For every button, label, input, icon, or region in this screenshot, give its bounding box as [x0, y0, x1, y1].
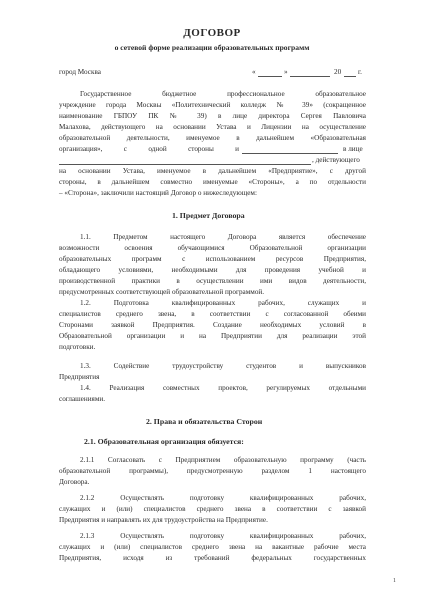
section-2-line: 2.1.1 Согласовать с Предприятием образовательную программу (часть: [80, 456, 366, 464]
preamble-line: Государственное бюджетное профессиональное образовательное: [80, 90, 366, 98]
date-year: 20: [334, 68, 342, 76]
section-2-line: служащих и (или) специалистов среднего звена в соответствии с заявкой: [59, 505, 366, 513]
date-open-quote: «: [252, 68, 256, 76]
section-1-line: Предприятия: [59, 373, 100, 381]
preamble-line: на основании Устава, именуемое в дальнейшем «Предприятие», с другой: [59, 167, 366, 175]
section-2-line: 2.1.3 Осуществлять подготовку квалифицированных рабочих,: [80, 532, 366, 540]
representative-blank: [59, 164, 311, 165]
section-2-heading: 2. Права и обязательства Сторон: [146, 417, 263, 426]
preamble-line: учреждение города Москвы «Политехнический колледж № 39» (сокращенное: [59, 101, 366, 109]
section-2-line: 2.1.2 Осуществлять подготовку квалифицированных рабочих,: [80, 494, 366, 502]
section-1-line: 1.4. Реализация совместных проектов, регулируемых отдельными: [80, 384, 366, 392]
preamble-line: , действующего: [312, 156, 360, 164]
preamble-line: Малахова, действующего на основании Устава и Лицензии на осуществление: [59, 123, 366, 131]
preamble-line: – «Сторона», заключили настоящий Договор о нижеследующем:: [59, 189, 257, 197]
document-title: ДОГОВОР: [183, 27, 241, 39]
date-year-blank: [344, 76, 356, 77]
date-month-blank: [290, 76, 330, 77]
section-1-line: специалистов среднего звена, в соответствии с согласованной обеими: [59, 310, 366, 318]
section-1-line: Образовательной организации и на Предприятии для реализации этой: [59, 332, 366, 340]
preamble-line: образовательной деятельности, именуемое в дальнейшем «Образовательная: [59, 134, 366, 142]
date-day-blank: [258, 76, 282, 77]
section-1-line: предусмотренных соответствующей образовательной программой.: [59, 288, 265, 296]
city-label: город Москва: [59, 68, 101, 76]
preamble-line: наименование ГБПОУ ПК № 39) в лице директора Сергея Павловича: [59, 112, 366, 120]
section-1-line: 1.1. Предметом настоящего Договора является обеспечение: [80, 233, 366, 241]
section-1-line: обладающего условиями, необходимыми для проведения учебной и: [59, 266, 366, 274]
section-2-line: образовательной программы), предусмотренную разделом 1 настоящего: [59, 467, 366, 475]
preamble-line: организация», с одной стороны и: [59, 145, 239, 153]
party-name-blank: [242, 153, 338, 154]
section-1-line: 1.3. Содействие трудоустройству студентов и выпускников: [80, 362, 366, 370]
section-1-line: Сторонами заявкой Предприятия. Создание необходимых условий в: [59, 321, 366, 329]
section-2-line: Предприятия и направлять их для трудоустройства на Предприятие.: [59, 516, 268, 524]
section-2-line: служащих и (или) специалистов среднего звена на вакантные рабочие места: [59, 543, 366, 551]
section-2-1-heading: 2.1. Образовательная организация обязуется:: [84, 437, 244, 446]
page-number: 1: [393, 578, 396, 584]
document-subtitle: о сетевой форме реализации образовательных программ: [114, 43, 310, 52]
section-1-line: 1.2. Подготовка квалифицированных рабочих, служащих и: [80, 299, 366, 307]
section-2-line: Договора.: [59, 478, 90, 486]
section-1-heading: 1. Предмет Договора: [172, 211, 245, 220]
section-1-line: соглашениями.: [59, 395, 106, 403]
section-1-line: производственной практики в осуществлении ими видов деятельности,: [59, 277, 366, 285]
date-close-quote: »: [284, 68, 288, 76]
section-2-line: Предприятия, исходя из требований федеральных государственных: [59, 554, 366, 562]
section-1-line: образовательных программ с использованием ресурсов Предприятия,: [59, 255, 366, 263]
preamble-line: в лице: [343, 145, 363, 153]
section-1-line: возможности освоения обучающимися Образовательной организации: [59, 244, 366, 252]
date-suffix: г.: [358, 68, 362, 76]
preamble-line: стороны, в дальнейшем совместно именуемые «Стороны», а по отдельности: [59, 178, 366, 186]
section-1-line: подготовки.: [59, 343, 96, 351]
